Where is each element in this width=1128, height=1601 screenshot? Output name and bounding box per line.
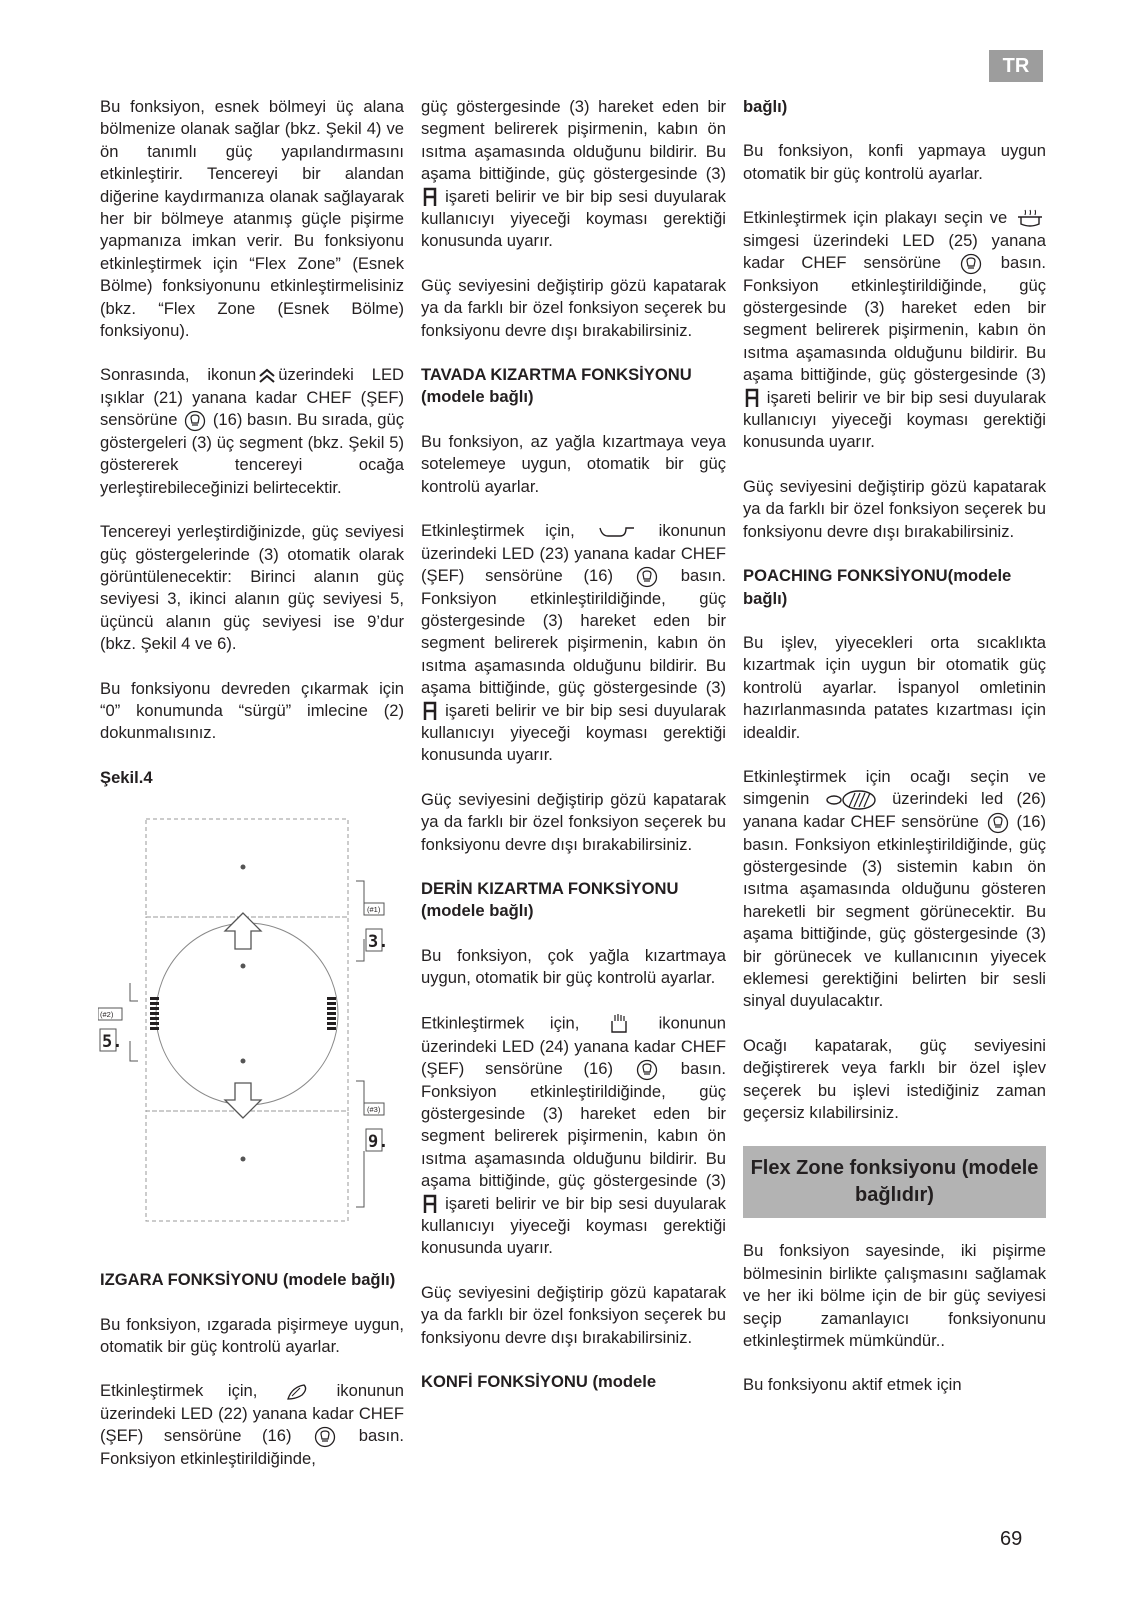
chef-sensor-icon [960, 253, 982, 275]
section-heading: IZGARA FONKSİYONU (modele bağlı) [100, 1270, 396, 1290]
paragraph: Bu fonksiyonu devreden çıkarmak için “0” konumunda “sürgü” imlecine (2) dokunmalısınız. [100, 678, 404, 743]
chef-sensor-icon [636, 566, 658, 588]
zone-3-level: 9. [368, 1132, 389, 1153]
flex-zone-chevron-icon [258, 367, 276, 385]
flex-zone-box-title: Flex Zone fonksiyonu (modele bağlıdır) [743, 1146, 1046, 1218]
frying-pan-icon [598, 524, 636, 540]
paragraph: Güç seviyesini değiştirip gözü kapatarak ya da farklı bir özel fonksiyon seçerek bu fonksiyonu devre dışı bırakabilirsiniz. [421, 275, 726, 340]
paragraph: Etkinleştirmek için plakayı seçin ve simgesi üzerindeki LED (25) yanana kadar CHEF sensörüne basın. Fonksiyon etkinleştirildiğinde, güç göstergesinde (3) hareket eden bir segment belirerek pişirmenin, kabın ön ısıtma aşamasında olduğunu bildirir. Bu aşama bittiğinde, güç göstergesinde (3) işareti belirir ve bir bip sesi duyularak kullanıcıyı yiyeceği koyması gerektiği konusunda uyarır. [743, 208, 1046, 452]
paragraph: Bu fonksiyon, ızgarada pişirmeye uygun, otomatik bir güç kontrolü ayarlar. [100, 1314, 404, 1356]
grill-icon [284, 1381, 310, 1403]
paragraph: Tencereyi yerleştirdiğinizde, güç seviyesi güç göstergelerinde (3) otomatik olarak görüntülenecektir: Birinci alanın güç seviyesi 3, ikinci alanın güç seviyesi 5, üçüncü alanın güç seviyesi ise 9’dur (bkz. Şekil 4 ve 6). [100, 522, 404, 654]
paragraph: Bu fonksiyon, konfi yapmaya uygun otomatik bir güç kontrolü ayarlar. [743, 141, 1046, 183]
paragraph: Etkinleştirmek için, ikonunun üzerindeki LED (24) yanana kadar CHEF (ŞEF) sensörüne (16) basın. Fonksiyon etkinleştirildiğinde, güç göstergesinde (3) hareket eden bir segment belirerek pişirmenin, kabın ön ısıtma aşamasında olduğunu bildirir. Bu aşama bittiğinde, güç göstergesinde (3) işareti belirir ve bir bip sesi duyularak kullanıcıyı yiyeceği koyması gerektiği konusunda uyarır. [421, 1013, 726, 1258]
section-heading: DERİN KIZARTMA FONKSİYONU (modele bağlı) [421, 878, 679, 921]
poaching-icon [825, 789, 877, 811]
paragraph: Bu işlev, yiyecekleri orta sıcaklıkta kızartmak için uygun bir otomatik güç kontrolü ayarlar. İspanyol omletinin hazırlanmasında patates kızartması için idealdir. [743, 632, 1046, 742]
segment-a-icon [745, 388, 759, 408]
section-heading: bağlı) [743, 97, 788, 116]
paragraph: Ocağı kapatarak, güç seviyesini değiştirerek veya farklı bir özel işlev seçerek bu işlevi istediğiniz zaman geçersiz kılabilirsiniz. [743, 1035, 1046, 1123]
paragraph: Etkinleştirmek için, ikonunun üzerindeki LED (22) yanana kadar CHEF (ŞEF) sensörüne (16) basın. Fonksiyon etkinleştirildiğinde, [100, 1381, 404, 1469]
chef-sensor-icon [184, 410, 206, 432]
paragraph: Güç seviyesini değiştirip gözü kapatarak ya da farklı bir özel fonksiyon seçerek bu fonksiyonu devre dışı bırakabilirsiniz. [421, 789, 726, 854]
flex-zone-diagram [98, 811, 408, 1241]
zone-2-level: 5. [102, 1032, 123, 1053]
paragraph: Sonrasında, ikonun üzerindeki LED ışıklar (21) yanana kadar CHEF (ŞEF) sensörüne (16) basın. Bu sırada, güç göstergeleri (3) üç segment (bkz. Şekil 5) göstererek tencereyi ocağa yerleştirebileceğinizi belirtecektir. [100, 365, 404, 497]
language-tab: TR [989, 50, 1043, 82]
column-3 [743, 96, 1046, 1419]
paragraph: Etkinleştirmek için ocağı seçin ve simgenin üzerindeki led (26) yanana kadar CHEF sensörüne (16) basın. Fonksiyon etkinleştirildiğinde, güç göstergesinde (3) sistemin kabın ön ısıtma aşamasında olduğunu gösteren hareketli bir segment görünecektir. Bu aşama bittiğinde, güç göstergesinde (3) bir görünecek ve kullanıcının yiyecek eklemesi gerektiğini belirten bir sesli sinyal duyulacaktır. [743, 766, 1046, 1011]
chef-sensor-icon [314, 1426, 336, 1448]
figure-label: Şekil.4 [100, 767, 153, 787]
zone-3-tag: (#3) [367, 1105, 381, 1115]
column-2 [421, 96, 726, 1416]
paragraph: Bu fonksiyon sayesinde, iki pişirme bölmesinin birlikte çalışmasını sağlamak ve her iki bölme için de bir güç seviyesi seçip zamanlayıcı fonksiyonunu etkinleştirmek mümkündür.. [743, 1241, 1046, 1351]
paragraph: Bu fonksiyon, esnek bölmeyi üç alana bölmenize olanak sağlar (bkz. Şekil 4) ve ön tanımlı güç yapılandırmasını etkinleştirir. Tencereyi bir alandan diğerine kaydırmanıza olanak sağlayarak her bir bölmeye atanmış güçle pişirme yapmanıza imkan verir. Bu fonksiyonu etkinleştirmek için “Flex Zone” (Esnek Bölme) fonksiyonunu etkinleştirmelisiniz (bkz. “Flex Zone (Esnek Bölme) fonksiyonu). [100, 97, 404, 341]
page-number: 69 [1000, 1528, 1023, 1550]
deep-fry-icon [607, 1012, 631, 1036]
column-1 [100, 96, 404, 1492]
confit-pot-icon [1016, 209, 1044, 229]
section-heading: POACHING FONKSİYONU(modele bağlı) [743, 566, 1012, 608]
paragraph: Etkinleştirmek için, ikonunun üzerindeki LED (23) yanana kadar CHEF (ŞEF) sensörüne (16) basın. Fonksiyon etkinleştirildiğinde, güç göstergesinde (3) hareket eden bir segment belirerek pişirmenin, kabın ön ısıtma aşamasında olduğunu bildirir. Bu aşama bittiğinde, güç göstergesinde (3) işareti belirir ve bir bip sesi duyularak kullanıcıyı yiyeceği koyması gerektiği konusunda uyarır. [421, 521, 726, 765]
segment-a-icon [423, 701, 437, 721]
chef-sensor-icon [636, 1059, 658, 1081]
zone-1-tag: (#1) [367, 905, 381, 915]
section-heading: TAVADA KIZARTMA FONKSİYONU (modele bağlı) [421, 365, 692, 407]
zone-2-tag: (#2) [100, 1010, 114, 1020]
paragraph: Güç seviyesini değiştirip gözü kapatarak ya da farklı bir özel fonksiyon seçerek bu fonksiyonu devre dışı bırakabilirsiniz. [743, 476, 1046, 541]
paragraph: Güç seviyesini değiştirip gözü kapatarak ya da farklı bir özel fonksiyon seçerek bu fonksiyonu devre dışı bırakabilirsiniz. [421, 1282, 726, 1347]
segment-a-icon [423, 187, 437, 207]
chef-sensor-icon [987, 812, 1009, 834]
segment-a-icon [423, 1194, 437, 1214]
zone-1-level: 3. [368, 932, 389, 953]
paragraph: güç göstergesinde (3) hareket eden bir segment belirerek pişirmenin, kabın ön ısıtma aşamasında olduğunu bildirir. Bu aşama bittiğinde, güç göstergesinde (3) işareti belirir ve bir bip sesi duyularak kullanıcıyı yiyeceği koyması gerektiği konusunda uyarır. [421, 97, 726, 251]
paragraph: Bu fonksiyonu aktif etmek için [743, 1375, 962, 1395]
section-heading: KONFİ FONKSİYONU (modele [421, 1372, 657, 1392]
paragraph: Bu fonksiyon, az yağla kızartmaya veya sotelemeye uygun, otomatik bir güç kontrolü ayarlar. [421, 431, 726, 496]
paragraph: Bu fonksiyon, çok yağla kızartmaya uygun, otomatik bir güç kontrolü ayarlar. [421, 945, 726, 988]
